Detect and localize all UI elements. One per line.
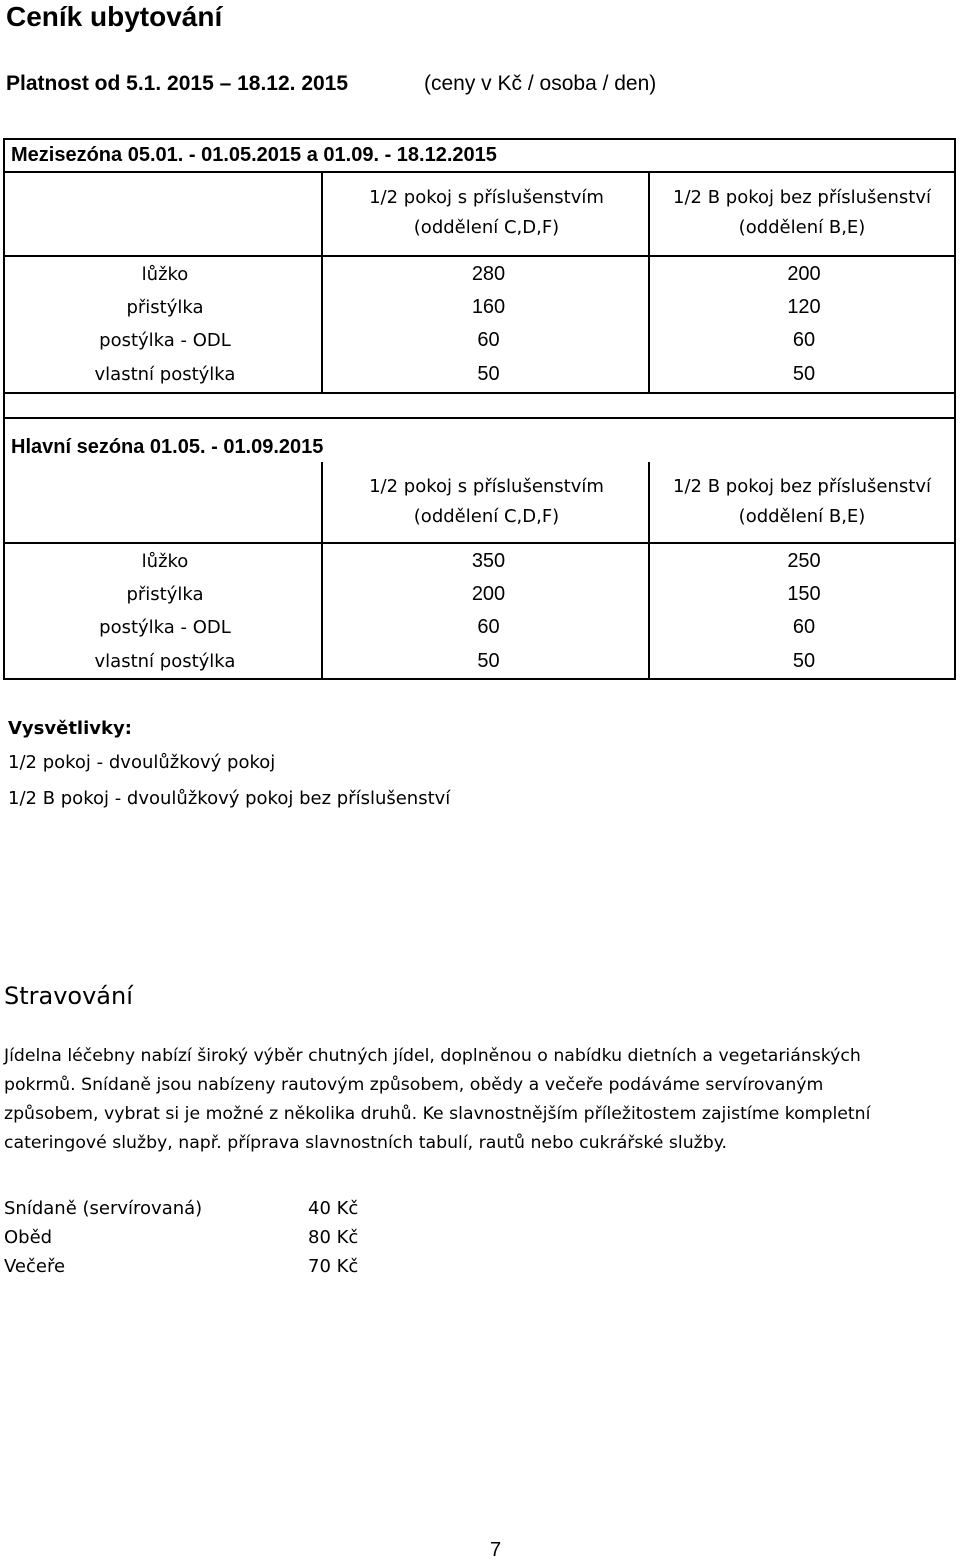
table-row: přistýlka 160 120 — [126, 296, 821, 318]
meal-name: Večeře — [4, 1256, 66, 1277]
meal-name: Oběd — [4, 1227, 53, 1248]
table-row: lůžko 350 250 — [141, 550, 821, 572]
price-unit-note: (ceny v Kč / osoba / den) — [424, 72, 657, 95]
main-season-table — [3, 418, 956, 680]
validity-period: Platnost od 5.1. 2015 – 18.12. 2015 — [6, 72, 349, 95]
table-row: vlastní postýlka 50 50 — [94, 363, 816, 385]
page-title: Ceník ubytování — [6, 1, 223, 32]
table-row: vlastní postýlka 50 50 — [94, 650, 816, 672]
column-header-room-without-bath: 1/2 B pokoj bez příslušenství (oddělení B,E) — [648, 171, 954, 255]
legend-item: 1/2 pokoj - dvoulůžkový pokoj — [8, 752, 276, 773]
column-header-room-with-bath: 1/2 pokoj s příslušenstvím (oddělení C,D,F) — [321, 171, 650, 255]
meals-description: Jídelna léčebny nabízí široký výběr chutných jídel, doplněnou o nabídku dietních a vegetariánských pokrmů. Snídaně jsou nabízeny rautovým způsobem, obědy a večeře podáváme servírovaným způsobem, vybrat si je možné z několika druhů. Ke slavnostnějším příležitostem zajistíme kompletní cateringové služby, např. příprava slavnostních tabulí, rautů nebo cukrářské služby. — [4, 1046, 871, 1153]
table-row: lůžko 280 200 — [141, 263, 821, 285]
season-title: Hlavní sezóna 01.05. - 01.09.2015 — [11, 436, 324, 458]
column-header-room-with-bath: 1/2 pokoj s příslušenstvím (oddělení C,D,F) — [321, 462, 650, 544]
page-number: 7 — [490, 1539, 502, 1561]
meal-price: 40 Kč — [308, 1198, 359, 1219]
meals-title: Stravování — [4, 982, 133, 1010]
legend-item: 1/2 B pokoj - dvoulůžkový pokoj bez příslušenství — [8, 788, 451, 809]
meal-price: 80 Kč — [308, 1227, 359, 1248]
legend-title: Vysvětlivky: — [8, 718, 132, 739]
column-header-room-without-bath: 1/2 B pokoj bez příslušenství (oddělení B,E) — [648, 462, 954, 544]
table-row: přistýlka 200 150 — [126, 583, 821, 605]
meal-name: Snídaně (servírovaná) — [4, 1198, 203, 1219]
season-title: Mezisezóna 05.01. - 01.05.2015 a 01.09. - 18.12.2015 — [11, 144, 497, 166]
table-row: postýlka - ODL 60 60 — [99, 616, 816, 638]
meal-price: 70 Kč — [308, 1256, 359, 1277]
off-season-table — [3, 138, 956, 419]
table-row: postýlka - ODL 60 60 — [99, 329, 816, 351]
